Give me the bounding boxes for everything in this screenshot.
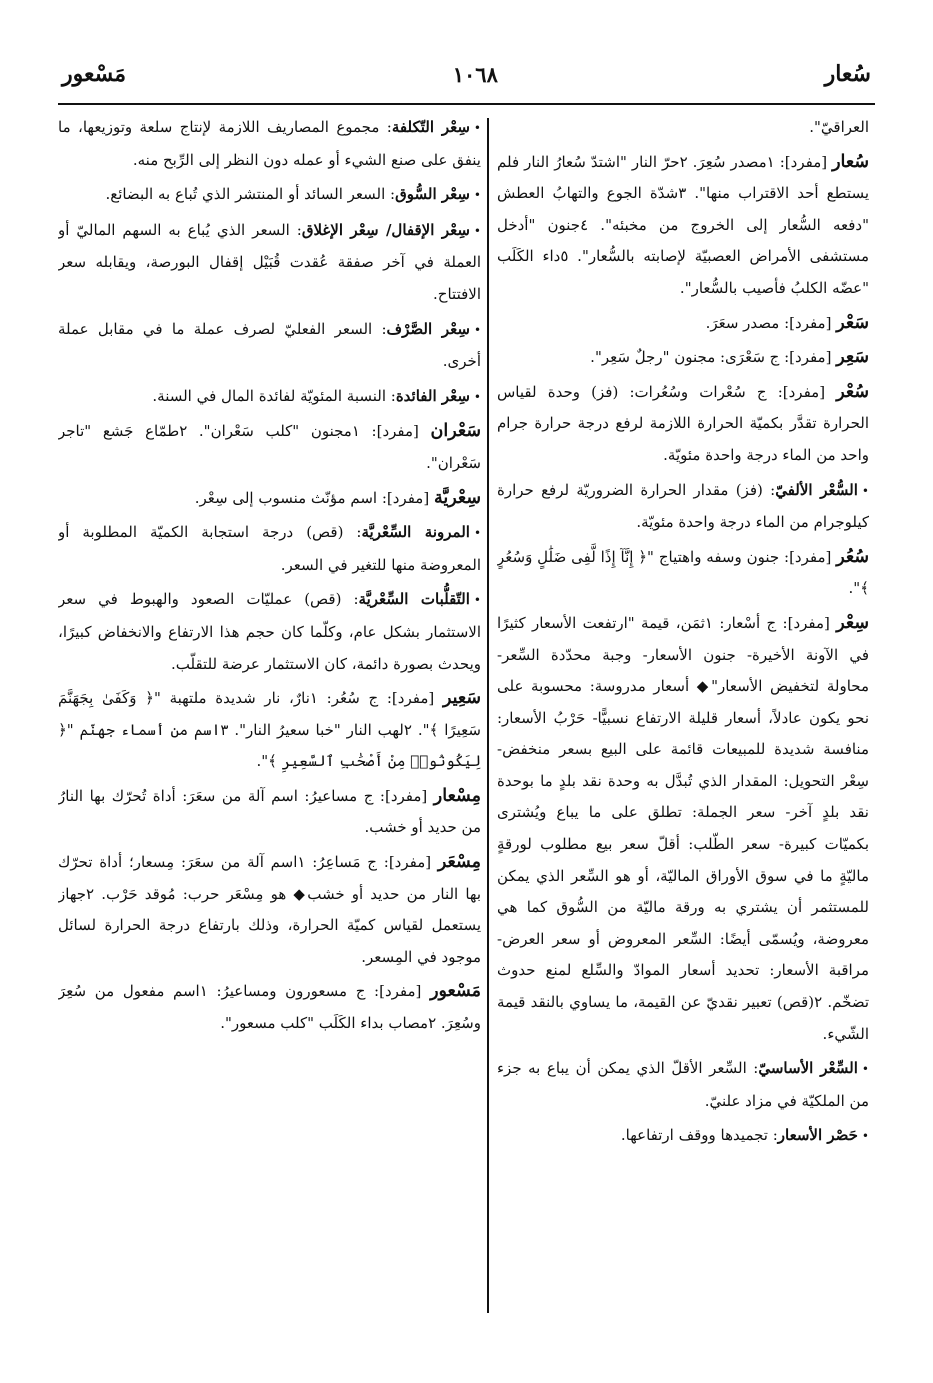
headword: سُعْر [836, 381, 869, 402]
bullet-icon: • [473, 322, 481, 337]
definition-text: [مفرد]: ج مساعيرُ: اسم آلة من سعَرَ: أداة تُحرّك بها النارُ من حديد أو خشب. [58, 786, 481, 837]
bullet-icon: • [861, 1062, 869, 1077]
left-entry [58, 215, 481, 311]
bullet-icon: • [861, 1129, 869, 1144]
definition-text: [مفرد]: ج سَعْرَى: مجنون "رجلٌ سَعِر". [590, 348, 832, 367]
headword: سَعِر [836, 347, 869, 368]
bullet-icon: • [473, 526, 481, 541]
sub-headword: المرونة السِّعْريَّة [361, 523, 470, 542]
headword: سَعْر [836, 312, 869, 333]
definition-text: : السعر الفعليّ لصرف عملة ما في مقابل عملة أخرى. [58, 319, 481, 371]
definition-text: [مفرد]: ج مَساعِرُ: ١اسم آلة من سعَرَ: مِسعار؛ أداة تحرّك بها النار من حديد أو خشب◆ هو مِسْعَر حرب: مُوقد حَرْب. ٢جهاز يستعمل لقياس كميّة الحرارة، وذلك بارتفاع درجة الحرارة لسائل موجود في المِسعر. [58, 853, 481, 966]
right-entry [497, 542, 869, 605]
sub-headword: حَصْر الأسعار [777, 1126, 858, 1145]
headword: سُعار [832, 151, 869, 172]
header-rule [58, 103, 875, 105]
left-entry [58, 976, 481, 1039]
definition-text: العراقيّ". [809, 118, 869, 136]
sub-headword: سِعْر السُّوق [395, 185, 470, 204]
sub-headword: سِعْر الإقفال/ سِعْر الإغلاق [301, 220, 470, 239]
bullet-icon: • [473, 223, 481, 238]
sub-headword: سِعْر الفائدة [395, 386, 470, 405]
definition-text: [مفرد]: ١مصدر سُعِرَ. ٢حرّ النار "اشتدّ سُعارُ النار فلم يستطع أحد الاقتراب منها". ٣شدّة الجوع والتهابُ العطش "دفعه السُّعار إلى الخروج من مخبئه". ٤جنون "أدخل مستشفى الأمراض العصبيّة لإصابته بالسُّعار". ٥داء الكَلَب "عضّه الكلبُ فأصيب بالسُّعار". [497, 152, 869, 297]
definition-text: [مفرد]: مصدر سعَرَ. [705, 313, 832, 332]
bullet-icon: • [473, 121, 481, 135]
headword: سَعْران [430, 421, 481, 442]
right-entry [497, 342, 869, 374]
left-entry [58, 781, 481, 844]
sub-headword: التّقلُّبات السِّعْريَّة [358, 590, 470, 609]
definition-text: : مجموع المصاريف اللازمة لإنتاج سلعة وتوزيعها، ما ينفق على صنع الشيء أو عمله دون النظر إلى الرِّبح منه. [58, 118, 481, 169]
sub-headword: سِعْر التّكلفة [391, 118, 470, 136]
definition-text: [مفرد]: ج سُعُر: ١نارٌ، نار شديدة ملتهبة "﴿ وَكَفَىٰ بِجَهَنَّمَ سَعِيرًا ﴾". ٢لهب النار "خبا سعيرُ النار". ٣اسم من أسماء جهنّم "﴿ لِيَكُونُوا۟ مِنْ أَصْحَٰبِ ٱلسَّعِيرِ ﴾". [58, 689, 481, 771]
left-entry [58, 179, 481, 212]
left-entry [58, 584, 481, 680]
left-entry [58, 517, 481, 581]
definition-text: : (قص) عمليّات الصعود والهبوط في سعر الاستثمار بشكل عام، وكلّما كان حجم هذا الارتفاع والانخفاض كبيرًا، ويحدث بصورة دائمة، كان الاستثمار عرضة للتقلّب. [58, 590, 481, 673]
headword: مَسْعور [430, 981, 481, 1002]
right-entry [497, 308, 869, 340]
definition-text: [مفرد]: اسم مؤنّث منسوب إلى سِعْر. [194, 488, 430, 507]
left-entry [58, 112, 481, 176]
bullet-icon: • [473, 188, 481, 203]
left-entry [58, 483, 481, 515]
definition-text: [مفرد]: ج مسعورون ومساعيرُ: ١اسم مفعول من سُعِرَ وسُعِرَ. ٢مصاب بداء الكَلَب "كلب مسعور". [58, 982, 481, 1033]
right-entry [497, 1053, 869, 1117]
right-column [497, 112, 869, 1323]
headword: مِسْعار [433, 785, 481, 806]
right-entry [497, 147, 869, 305]
bullet-icon: • [861, 483, 869, 498]
definition-text: : السعر الذي يُباع به السهم الماليّ أو العملة في آخر صفقة عُقدت قُبَيْل إقفال البورصة، ويقابله سعر الافتتاح. [58, 220, 481, 303]
left-entry [58, 683, 481, 778]
left-entry [58, 381, 481, 414]
definition-text: : (فز) مقدار الحرارة الضروريّة لرفع حرارة كيلوجرام من الماء درجة واحدة مئويّة. [497, 480, 869, 532]
definition-text: [مفرد]: جنون وسفه واهتياج "﴿ إِنَّآ إِذًا لَّفِى ضَلَٰلٍ وَسُعُرٍ ﴾". [497, 547, 869, 598]
headword: سَعِير [442, 688, 481, 709]
definition-text: : (قص) درجة استجابة الكميّة المطلوبة أو المعروضة منها للتغير في السعر. [58, 523, 481, 574]
definition-text: : السعر السائد أو المنتشر الذي تُباع به البضائع. [105, 185, 396, 204]
right-entry [497, 475, 869, 539]
sub-headword: السُّعْر الألفيّ [775, 480, 858, 499]
column-divider [487, 118, 489, 1313]
right-running-headword: سُعار [824, 61, 871, 87]
definition-text: : السِّعر الأقلّ الذي يمكن أن يباع به جزء من الملكيّة في مزاد علنيّ. [497, 1059, 869, 1110]
sub-headword: سِعْر الصَّرْف [386, 319, 470, 338]
headword: سِعْر [836, 612, 869, 633]
right-entry [497, 1120, 869, 1153]
page-number: ١٠٦٨ [452, 61, 498, 87]
sub-headword: السِّعْر الأساسيّ [758, 1059, 858, 1078]
left-running-headword: مَسْعور [62, 61, 127, 87]
definition-text: [مفرد]: ج أسْعار: ١ثمَن، قيمة "ارتفعت الأسعار كثيرًا في الآونة الأخيرة- جنون الأسعار- وجبة محدّدة السِّعر- محاولة لتخفيض الأسعار"◆ أسعار مدروسة: محسوبة على نحو يكون عادلاً، أسعار قليلة الارتفاع نسبيًّا- حَرْبُ الأسعار: منافسة شديدة للمبيعات قائمة على البيع بسعر منخفض- سِعْر التحويل: المقدار الذي تُبدَّل به وحدة نقد بلدٍ ما بوحدة نقد بلدٍ آخر- سعر الجملة: تطلق على ما يباع ويُشترى بكميّات كبيرة- سعر الطّلب: أقلّ سعر بيع مطلوب لورقةٍ ماليّةٍ ما في سوق الأوراق الماليّة، أو هو السِّعر الذي يمكن للمستثمر أن يشتري به ورقة ماليّة من السُّوق كما هي معروضة، ويُسمّى أيضًا: السِّعر المعروض أو سعر العرض- مراقبة الأسعار: تحديد أسعار الموادّ والسِّلع لمنع حدوث تضخّم. ٢(قص) تعبير نقديّ عن القيمة، ما يساوي بالنقد قيمة الشّيء. [497, 613, 869, 1043]
definition-text: [مفرد]: ١مجنون "كلب سَعْران". ٢طمّاع جَشع "تاجر سَعْران". [58, 422, 481, 472]
left-column [58, 112, 481, 1323]
left-entry [58, 314, 481, 378]
definition-text: : تجميدها ووقف ارتفاعها. [620, 1126, 778, 1145]
headword: مِسْعَر [437, 852, 481, 873]
page-header [62, 52, 871, 96]
right-entry [497, 112, 869, 144]
right-entry [497, 377, 869, 472]
left-entry [58, 847, 481, 973]
bullet-icon: • [473, 389, 481, 404]
left-entry [58, 416, 481, 479]
bullet-icon: • [473, 593, 481, 608]
right-entry [497, 608, 869, 1050]
headword: سُعُر [836, 546, 869, 567]
headword: سِعْريَّة [433, 487, 481, 508]
definition-text: [مفرد]: ج سُعْرات وسُعُرات: (فز) وحدة لقياس الحرارة تقدَّر بكميّة الحرارة اللازمة لرفع درجة حرارة جرام واحد من الماء درجة واحدة مئويّة. [497, 382, 869, 464]
definition-text: : النسبة المئويّة لفائدة المال في السنة. [152, 386, 396, 405]
